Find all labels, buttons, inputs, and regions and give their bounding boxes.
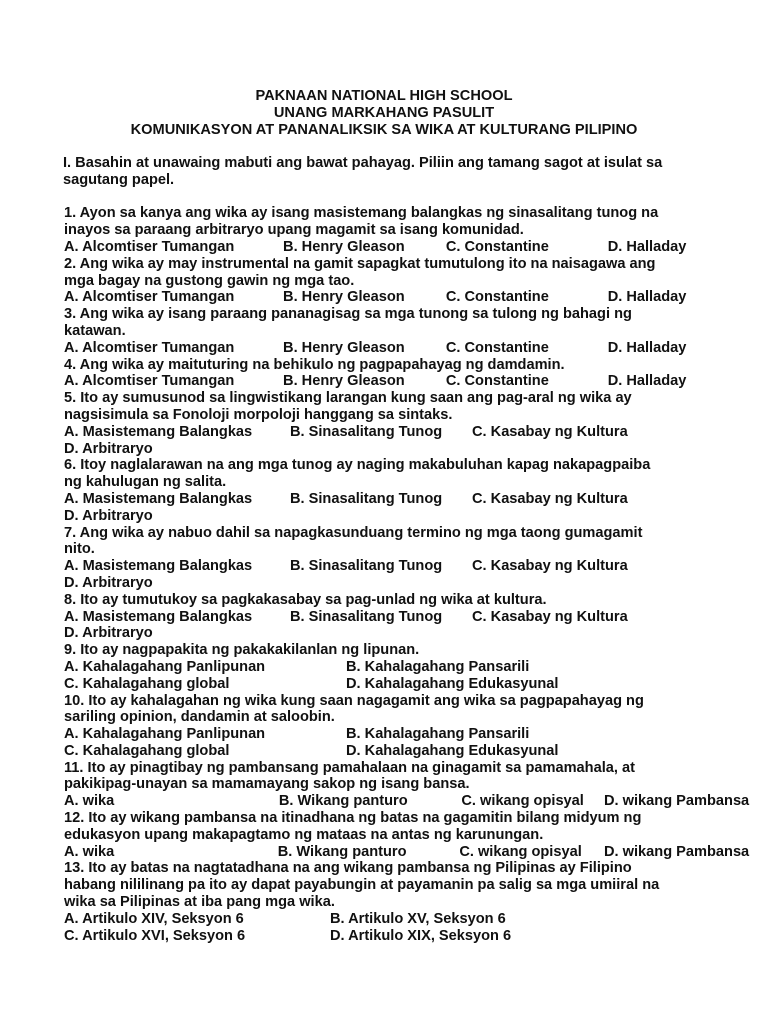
question-item: [64, 642, 724, 692]
options-row: [64, 676, 724, 693]
question-item: [64, 525, 724, 592]
options-row: [64, 911, 724, 928]
question-text: 13. Ito ay batas na nagtatadhana na ang wikang pambansa ng Pilipinas ay Filipino: [64, 860, 632, 877]
option: C. Kahalagahang global: [64, 742, 230, 759]
option: B. Henry Gleason: [283, 238, 405, 255]
option: C. Kasabay ng Kultura: [472, 490, 628, 507]
option: B. Kahalagahang Pansarili: [346, 658, 530, 675]
question-item: [64, 592, 724, 642]
question-text: 1. Ayon sa kanya ang wika ay isang masistemang balangkas ng sinasalitang tunog na: [64, 205, 659, 222]
options-row: [64, 609, 724, 626]
question-text: 12. Ito ay wikang pambansa na itinadhana ng batas na gagamitin bilang midyum ng: [64, 810, 642, 827]
question-text: 11. Ito ay pinagtibay ng pambansang pamahalaan na ginagamit sa pamamahala, at: [64, 759, 635, 776]
option: B. Wikang panturo: [277, 843, 407, 860]
option: D. Artikulo XIX, Seksyon 6: [330, 927, 512, 944]
question-text: habang nililinang pa ito ay dapat payabungin at payamanin pa salig sa mga umiiral na: [64, 877, 660, 894]
option: A. Alcomtiser Tumangan: [64, 339, 235, 356]
question-text: 8. Ito ay tumutukoy sa pagkakasabay sa pag-unlad ng wika at kultura.: [64, 591, 547, 608]
question-text: 6. Itoy naglalarawan na ang mga tunog ay naging makabuluhan kapag nakapagpaiba: [64, 457, 651, 474]
options-row: [64, 289, 724, 306]
option: C. Constantine: [445, 238, 549, 255]
question-item: [64, 810, 750, 860]
option: C. Kasabay ng Kultura: [472, 423, 628, 440]
option: D. Arbitraryo: [64, 625, 153, 642]
option: D. Halladay: [607, 289, 687, 306]
question-item: [64, 357, 724, 391]
option: B. Henry Gleason: [283, 339, 405, 356]
options-row: [64, 424, 724, 441]
option: D. wikang Pambansa: [604, 843, 750, 860]
option: D. Halladay: [607, 339, 687, 356]
options-row: [64, 239, 724, 256]
question-item: [64, 693, 724, 760]
option: A. Alcomtiser Tumangan: [64, 238, 235, 255]
question-text: 7. Ang wika ay nabuo dahil sa napagkasunduang termino ng mga taong gumagamit: [64, 524, 643, 541]
question-item: [64, 457, 724, 524]
exam-title: UNANG MARKAHANG PASULIT: [273, 105, 495, 121]
option: C. Kahalagahang global: [64, 675, 230, 692]
option: B. Sinasalitang Tunog: [290, 423, 443, 440]
options-row: [64, 558, 724, 575]
option: A. wika: [64, 843, 115, 860]
option: D. Arbitraryo: [64, 574, 153, 591]
question-item: [64, 306, 724, 356]
question-text: nito.: [64, 541, 95, 558]
option: B. Wikang panturo: [278, 793, 408, 810]
question-text: inayos sa paraang arbitraryo upang magamit sa isang komunidad.: [64, 222, 524, 239]
option: C. Constantine: [445, 289, 549, 306]
options-row: [64, 928, 724, 945]
options-row: [64, 743, 724, 760]
option: B. Kahalagahang Pansarili: [346, 726, 530, 743]
spacer: [64, 189, 724, 206]
question-text: ng kahulugan ng salita.: [64, 474, 227, 491]
option: C. Artikulo XVI, Seksyon 6: [64, 927, 246, 944]
question-text: pakikipag-unayan sa mamamayang sakop ng isang bansa.: [64, 776, 470, 793]
question-text: katawan.: [64, 322, 126, 339]
option: D. Arbitraryo: [64, 440, 153, 457]
option: A. Masistemang Balangkas: [64, 608, 253, 625]
school-name: PAKNAAN NATIONAL HIGH SCHOOL: [255, 88, 513, 104]
question-text: sariling opinion, dandamin at saloobin.: [64, 709, 335, 726]
question-item: [64, 205, 724, 255]
subject-title: KOMUNIKASYON AT PANANALIKSIK SA WIKA AT KULTURANG PILIPINO: [130, 122, 638, 138]
question-list: [64, 205, 750, 944]
option: A. Masistemang Balangkas: [64, 558, 253, 575]
option: A. Alcomtiser Tumangan: [64, 373, 235, 390]
question-text: 4. Ang wika ay maituturing na behikulo ng pagpapahayag ng damdamin.: [64, 356, 565, 373]
option: A. Artikulo XIV, Seksyon 6: [64, 910, 244, 927]
option: A. wika: [64, 793, 115, 810]
option: A. Kahalagahang Panlipunan: [64, 726, 266, 743]
option: D. Kahalagahang Edukasyunal: [346, 742, 559, 759]
option: A. Masistemang Balangkas: [64, 423, 253, 440]
option: D. Kahalagahang Edukasyunal: [346, 675, 559, 692]
question-text: wika sa Pilipinas at iba pang mga wika.: [64, 894, 335, 911]
options-row: [64, 793, 750, 810]
question-text: 2. Ang wika ay may instrumental na gamit sapagkat tumutulong ito na naisagawa ang: [64, 255, 656, 272]
option: C. wikang opisyal: [461, 793, 584, 810]
options-row: [64, 340, 724, 357]
question-text: 3. Ang wika ay isang paraang pananagisag sa mga tunong sa tulong ng bahagi ng: [64, 306, 632, 323]
option: B. Sinasalitang Tunog: [290, 608, 443, 625]
option: C. Kasabay ng Kultura: [472, 608, 628, 625]
option: B. Artikulo XV, Seksyon 6: [330, 910, 506, 927]
option: D. Arbitraryo: [64, 507, 153, 524]
question-text: edukasyon upang makapagtamo ng mataas na antas ng karunungan.: [64, 826, 544, 843]
option: C. Kasabay ng Kultura: [472, 558, 628, 575]
option: A. Alcomtiser Tumangan: [64, 289, 235, 306]
option: C. Constantine: [445, 339, 549, 356]
option: D. wikang Pambansa: [604, 793, 750, 810]
option: A. Kahalagahang Panlipunan: [64, 658, 266, 675]
question-text: 5. Ito ay sumusunod sa lingwistikang larangan kung saan ang pag-aral ng wika ay: [64, 390, 632, 407]
option: A. Masistemang Balangkas: [64, 490, 253, 507]
question-text: nagsisimula sa Fonoloji morpoloji hanggang sa sintaks.: [64, 406, 453, 423]
option: D. Halladay: [607, 373, 687, 390]
options-row: [64, 843, 750, 861]
question-item: [64, 256, 724, 306]
option: B. Henry Gleason: [283, 289, 405, 306]
option: B. Sinasalitang Tunog: [290, 490, 443, 507]
exam-body: [63, 155, 750, 944]
question-text: mga bagay na gustong gawin ng mga tao.: [64, 272, 355, 289]
options-row: [64, 373, 724, 390]
option: C. wikang opisyal: [459, 843, 582, 860]
question-item: [64, 860, 724, 944]
options-row: [64, 659, 724, 676]
options-row: [64, 726, 724, 743]
option: B. Henry Gleason: [283, 373, 405, 390]
option: C. Constantine: [445, 373, 549, 390]
options-row: [64, 491, 724, 508]
option: D. Halladay: [607, 238, 687, 255]
question-text: 9. Ito ay nagpapakita ng pakakakilanlan ng lipunan.: [64, 642, 420, 659]
exam-header: [0, 88, 768, 139]
question-item: [64, 390, 724, 457]
option: B. Sinasalitang Tunog: [290, 558, 443, 575]
question-item: [64, 759, 750, 810]
question-text: 10. Ito ay kahalagahan ng wika kung saan nagagamit ang wika sa pagpapahayag ng: [64, 692, 644, 709]
instructions: I. Basahin at unawaing mabuti ang bawat pahayag. Piliin ang tamang sagot at isulat sa sagutang papel.: [63, 155, 663, 188]
